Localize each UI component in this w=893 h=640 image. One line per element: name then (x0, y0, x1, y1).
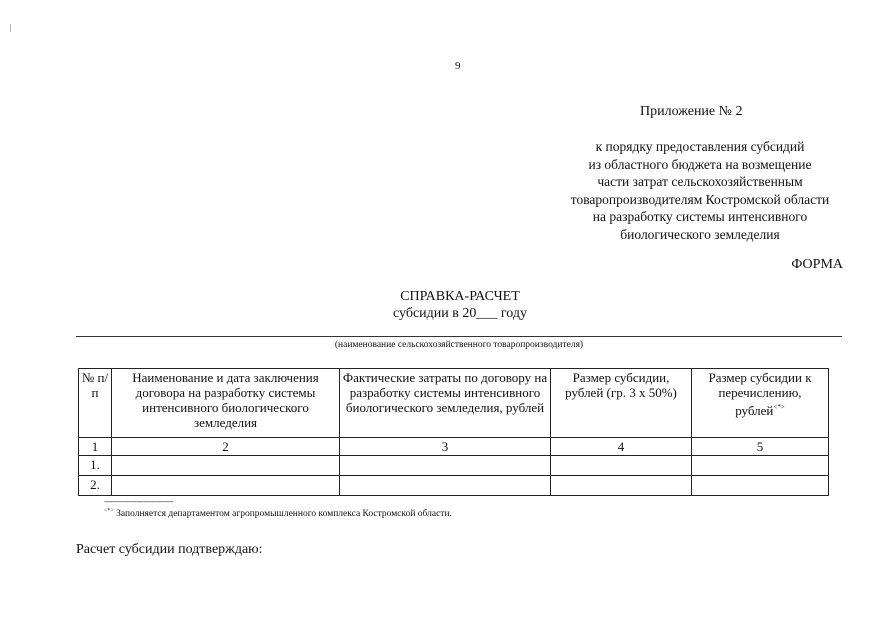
column-number-cell: 1 (79, 438, 112, 456)
table-cell (692, 476, 829, 496)
header-cell-actual-costs: Фактические затраты по договору на разработку системы интенсивного биологического земледелия, рублей (340, 369, 551, 438)
appendix-title: Приложение № 2 (640, 104, 743, 119)
table-header-row (79, 369, 829, 438)
row-number-cell: 1. (79, 456, 112, 476)
header-cell-subsidy-transfer (692, 369, 829, 438)
appendix-line: из областного бюджета на возмещение (588, 156, 812, 172)
appendix-reference-block (555, 138, 845, 243)
footnote-reference: <*> (773, 403, 785, 411)
document-title: СПРАВКА-РАСЧЕТ (400, 289, 520, 304)
header-cell-contract: Наименование и дата заключения договора на разработку системы интенсивного биологического земледелия (112, 369, 340, 438)
appendix-line: к порядку предоставления субсидий (595, 139, 805, 154)
header-cell-subsidy-size: Размер субсидии, рублей (гр. 3 х 50%) (551, 369, 692, 438)
producer-name-line (76, 336, 842, 337)
confirmation-text: Расчет субсидии подтверждаю: (76, 542, 263, 557)
column-number-cell: 4 (551, 438, 692, 456)
subsidy-table (78, 368, 829, 496)
appendix-line: биологического земледелия (620, 226, 780, 242)
table-cell (551, 476, 692, 496)
header-cell-number: № п/п (79, 369, 112, 438)
document-title-block (360, 288, 560, 322)
scan-edge-mark (10, 24, 11, 32)
document-subtitle: субсидии в 20___ году (392, 306, 527, 321)
table-cell (551, 456, 692, 476)
column-number-cell: 2 (112, 438, 340, 456)
column-number-cell: 3 (340, 438, 551, 456)
producer-caption: (наименование сельскохозяйственного товаропроизводителя) (334, 340, 584, 350)
footnote-text: Заполняется департаментом агропромышленного комплекса Костромской области. (116, 509, 452, 519)
footnote (104, 508, 452, 519)
appendix-line: товаропроизводителям Костромской области (570, 191, 830, 207)
table-cell (340, 476, 551, 496)
table-cell (112, 476, 340, 496)
page-number: 9 (455, 60, 461, 72)
table-cell (112, 456, 340, 476)
table-cell (692, 456, 829, 476)
column-number-row (79, 438, 829, 456)
appendix-line: части затрат сельскохозяйственным (597, 174, 803, 189)
table-row (79, 476, 829, 496)
form-label: ФОРМА (791, 257, 843, 272)
column-number-cell: 5 (692, 438, 829, 456)
appendix-line: на разработку системы интенсивного (592, 209, 808, 224)
footnote-separator: -------------------------------- (104, 497, 174, 506)
footnote-marker: <*> (104, 508, 114, 514)
row-number-cell: 2. (79, 476, 112, 496)
table-cell (340, 456, 551, 476)
header-cell-subsidy-transfer-label: Размер субсидии к перечислению, рублей (708, 370, 812, 418)
table-row (79, 456, 829, 476)
